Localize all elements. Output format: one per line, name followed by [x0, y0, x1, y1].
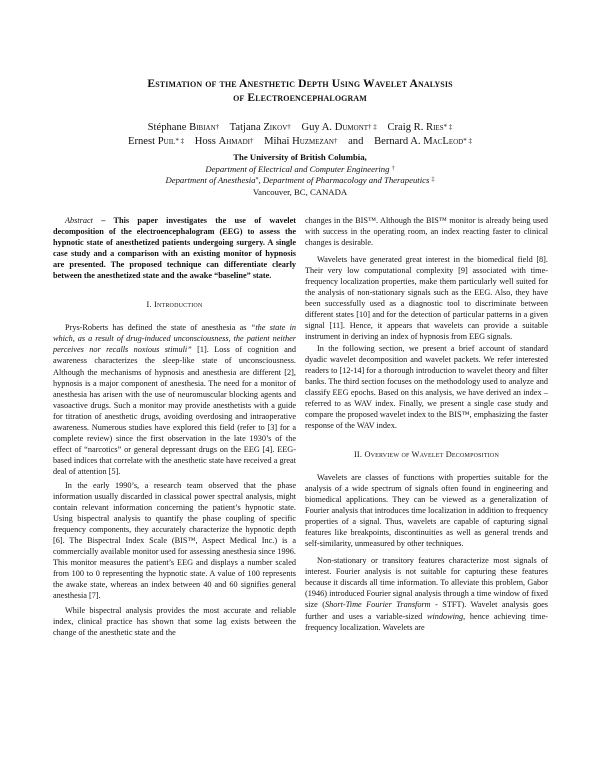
department-line-1: Department of Electrical and Computer Engineering † [205, 163, 395, 174]
author: Mihai Huzmezan† [264, 136, 338, 147]
title-line-2: of Electroencephalogram [233, 91, 367, 104]
author-line-2 [60, 135, 540, 149]
body-paragraph: Wavelets are classes of functions with properties suitable for the analysis of a wide spectrum of signals often found in engineering and biomedical applications. They can be viewed as a generalization of Fourier analysis that introduces time localization in addition to frequency properties of a signal. Thus, wavelets are capable of capturing signal features like breakpoints, discontinuities as well as general trends and self-similarity, unmeasured by other techniques. [305, 472, 548, 549]
right-column [305, 215, 548, 633]
author-line-1 [60, 121, 540, 135]
body-paragraph: changes in the BIS™. Although the BIS™ monitor is already being used with success in the operating room, an index reacting faster to clinical changes is desirable. [305, 216, 548, 248]
section-heading-introduction: I. Introduction [146, 300, 203, 310]
section-heading-overview: II. Overview of Wavelet Decomposition [353, 449, 500, 459]
paper-title [60, 77, 540, 105]
abstract-text: This paper investigates the use of wavelet decomposition of the electroencephalogram (EEG) to assess the hypnotic state of anesthetized patients undergoing surgery. A single case study and a comparison with an existing monitor of hypnosis are presented. The proposed technique can differentiate clearly between the anesthetized state and the awake “baseline” state. [53, 216, 296, 281]
author: Tatjana Zikov† [229, 122, 291, 133]
body-paragraph: Wavelets have generated great interest in the biomedical field [8]. Their very low computational complexity [9] associated with time-frequency localization properties, make them particularly well suited for the analysis of non-stationary signals such as the EEG. Also, they have been successfully used as a diagnostic tool to discriminate between different states [10] and for the detection of particular patterns in a given signal [11]. Hence, it appears that wavelets can provide a suitable instrument in deriving an index of hypnosis from EEG signals. [305, 255, 548, 342]
author-list [60, 121, 540, 149]
body-paragraph: While bispectral analysis provides the most accurate and reliable index, clinical practice has shown that some lag exists between the change of the anesthetic state and the [53, 605, 296, 637]
author: Ernest Puil* ‡ [128, 136, 185, 147]
author: Bernard A. MacLeod* ‡ [374, 136, 472, 147]
abstract-label: Abstract [65, 216, 93, 225]
body-paragraph: Non-stationary or transitory features characterize most signals of interest. Fourier analysis is not suitable for capturing these features because it discards all time information. To alleviate this problem, Gabor (1946) introduced Fourier signal analysis through a time window of fixed size (Short-Time Fourier Transform - STFT). Wavelet analysis goes further and uses a variable-sized windowing, hence achieving time-frequency localization. Wavelets are [305, 556, 548, 632]
body-paragraph: In the following section, we present a brief account of standard dyadic wavelet decomposition and wavelet packets. We refer interested readers to [12-14] for a thorough introduction to wavelet theory and filter banks. The third section focuses on the methodology used to analyze and classify EEG epochs. Based on this analysis, we have derived an index – referred to as WAV index. Finally, we present a single case study and compare the proposed wavelet index to the BIS™, emphasizing the faster response of the WAV index. [305, 343, 548, 430]
university-name: The University of British Columbia, [233, 152, 367, 162]
title-line-1: Estimation of the Anesthetic Depth Using Wavelet Analysis [147, 77, 453, 90]
body-paragraph: In the early 1990’s, a research team observed that the phase information usually discarded in classical power spectral analysis, might contain relevant information concerning the patient’s hypnotic state. Using bispectral analysis to quantify the phase coupling of specific frequency components, they accurately characterize the hypnotic depth [6]. The Bispectral Index Scale (BIS™, Aspect Medical Inc.) is a commercially available monitor used for assessing anesthesia since 1996. This monitor measures the patient’s EEG and displays a number scaled from 100 to 0 representing the hypnotic state. A value of 100 represents the awake state, whereas an index between 40 and 60 signifies general anesthesia [7]. [53, 480, 296, 601]
department-line-2: Department of Anesthesia*, Department of Pharmacology and Therapeutics ‡ [165, 175, 435, 185]
and-word: and [348, 136, 364, 147]
body-paragraph: Prys-Roberts has defined the state of anesthesia as “the state in which, as a result of drug-induced unconsciousness, the patient neither perceives nor recalls noxious stimuli” [1]. Loss of cognition and awareness characterizes the sleep-like state of unconsciousness. Although the mechanisms of hypnosis and anesthesia are different [2], hypnosis is a major component of anesthesia. The need for a monitor of anesthesia has arisen with the use of neuromuscular blocking agents and vasoactive drugs. Such a monitor may provide anesthetists with a guide for titration of anesthetic drugs, avoiding overdosing and intraoperative awareness. Numerous studies have explored this field (refer to [3] for a complete review) since the first observation in the late 1930’s of the effect of “narcotics” or general depressant drugs on the EEG [4]. EEG-based indices that correlate with the anesthetic state have received a great deal of attention [5]. [53, 323, 297, 476]
left-column [53, 215, 296, 638]
location: Vancouver, BC, CANADA [252, 186, 348, 197]
affiliation [60, 152, 540, 198]
author: Guy A. Dumont† ‡ [301, 122, 377, 133]
author: Hoss Ahmadi† [194, 136, 254, 147]
abstract: Abstract – This paper investigates the use of wavelet decomposition of the electroencephalogram (EEG) to assess the hypnotic state of anesthetized patients undergoing surgery. A single case study and a comparison with an existing monitor of hypnosis are presented. The proposed technique can differentiate clearly between the anesthetized state and the awake “baseline” state. [53, 216, 296, 281]
author: Craig R. Ries* ‡ [387, 122, 453, 133]
author: Stéphane Bibian† [147, 122, 220, 133]
